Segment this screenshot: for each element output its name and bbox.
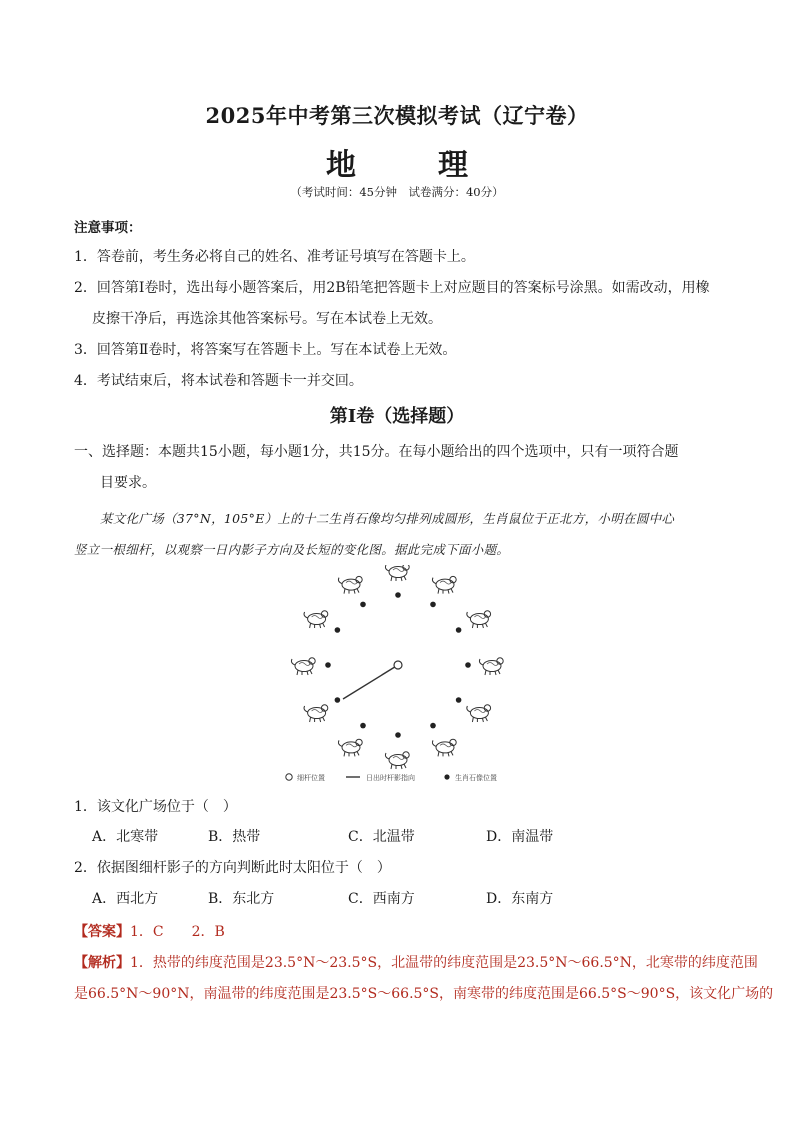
statue-dot [465,662,471,668]
section-title: 第Ⅰ卷（选择题） [329,406,465,427]
analysis-line-2: 是66.5°N～90°N，南温带的纬度范围是23.5°S～66.5°S，南寒带的纬度范围是66.5°S～90°S，该文化广场的 [74,986,774,1002]
rooster-icon [291,658,315,675]
q2-option-b: B．东北方 [208,891,275,907]
q1-option-b: B．热带 [208,829,261,845]
question-1-options [92,822,712,853]
statue-dot [335,627,341,633]
legend-shadow-label: 日出时杆影指向 [366,774,415,782]
statue-dot [360,602,366,608]
answer-text: 1．C 2．B [130,924,225,940]
statue-dot [430,723,436,729]
legend-pole-icon [286,774,292,780]
snake-icon [432,739,456,756]
statue-dot [395,592,401,598]
goat-icon [338,739,362,756]
legend-pole-label: 细杆位置 [297,774,325,782]
monkey-icon [304,705,328,722]
dog-icon [304,611,328,628]
subject-title: 地 理 [326,148,494,183]
zodiac-diagram [280,565,520,790]
section-instruction: 一、选择题：本题共15小题，每小题1分，共15分。在每小题给出的四个选项中，只有一项符合题 [74,444,679,460]
material-text-2: 竖立一根细杆，以观察一日内影子方向及长短的变化图。据此完成下面小题。 [74,542,510,557]
question-2-stem: 2．依据图细杆影子的方向判断此时太阳位于（ ） [74,860,391,876]
statue-dot [335,697,341,703]
zodiac-shadow-figure [280,565,520,790]
statue-dot [456,627,462,633]
question-1-stem: 1．该文化广场位于（ ） [74,799,237,815]
notice-item-3: 3．回答第Ⅱ卷时，将答案写在答题卡上。写在本试卷上无效。 [74,342,457,358]
q1-option-a: A．北寒带 [92,829,159,845]
question-2-options [92,884,712,915]
q1-option-d: D．南温带 [486,829,554,845]
statue-dot [325,662,331,668]
notice-heading: 注意事项： [74,220,142,236]
analysis-label: 【解析】 [74,955,130,971]
notice-item-1: 1．答卷前，考生务必将自己的姓名、准考证号填写在答题卡上。 [74,249,475,265]
q2-option-d: D．东南方 [486,891,554,907]
rabbit-icon [479,658,503,675]
answer-line [74,917,225,948]
notice-item-2: 2．回答第Ⅰ卷时，选出每小题答案后，用2B铅笔把答题卡上对应题目的答案标号涂黑。如需改动，用橡 [74,280,710,296]
analysis-line-1 [74,948,758,979]
statue-dot [360,723,366,729]
q2-option-c: C．西南方 [348,891,415,907]
pole-marker [394,661,402,669]
horse-icon [385,752,409,769]
legend-statue-label: 生肖石像位置 [455,774,497,782]
notice-item-4: 4．考试结束后，将本试卷和答题卡一并交回。 [74,373,363,389]
rat-icon [385,565,409,581]
statue-dot [456,697,462,703]
answer-label: 【答案】 [74,924,130,940]
q2-option-a: A．西北方 [92,891,159,907]
statue-dot [430,602,436,608]
section-instruction-cont: 目要求。 [100,475,156,491]
legend-statue-icon [444,774,449,779]
tiger-icon [467,611,491,628]
notice-item-2-cont: 皮擦干净后，再选涂其他答案标号。写在本试卷上无效。 [92,311,442,327]
pig-icon [338,576,362,593]
exam-meta: （考试时间：45分钟 试卷满分：40分） [290,185,504,199]
analysis-text-1: 1．热带的纬度范围是23.5°N～23.5°S，北温带的纬度范围是23.5°N～66.5°N，北寒带的纬度范围 [130,955,758,971]
dragon-icon [467,705,491,722]
exam-title: 2025年中考第三次模拟考试（辽宁卷） [205,103,589,128]
shadow-line [343,665,398,699]
ox-icon [432,576,456,593]
q1-option-c: C．北温带 [348,829,415,845]
material-text-1: 某文化广场（37°N，105°E）上的十二生肖石像均匀排列成圆形，生肖鼠位于正北方，小明在圆中心 [100,511,675,526]
statue-dot [395,732,401,738]
